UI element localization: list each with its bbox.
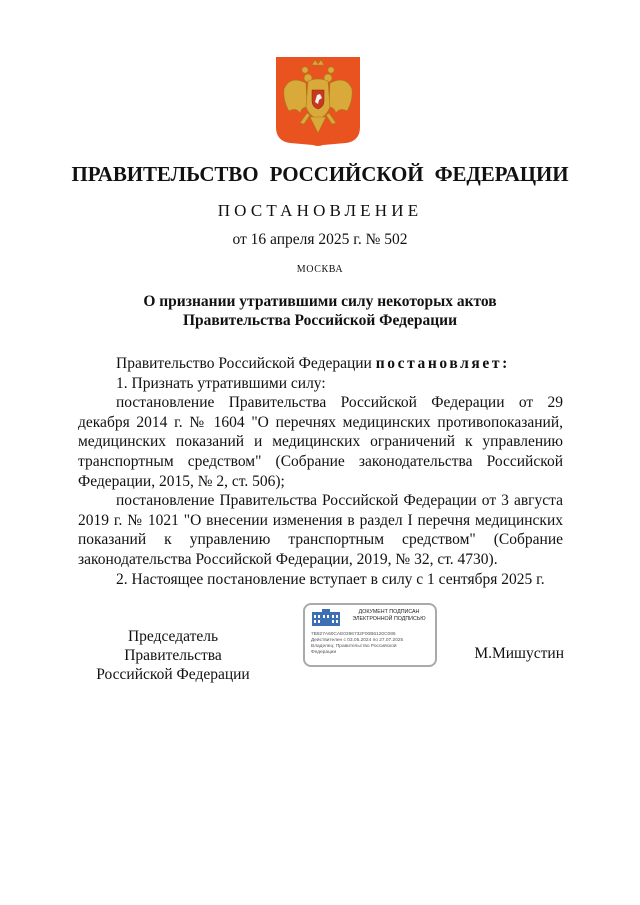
document-body xyxy=(78,354,563,589)
stamp-owner-line-1: Владелец: Правительство Российской xyxy=(311,644,397,649)
intro-text: Правительство Российской Федерации xyxy=(116,355,376,372)
stamp-title xyxy=(345,609,433,623)
subject-line-1: О признании утратившими силу некоторых актов xyxy=(143,293,497,310)
document-date-number: от 16 апреля 2025 г. № 502 xyxy=(232,231,408,248)
item-2: 2. Настоящее постановление вступает в силу с 1 сентября 2025 г. xyxy=(116,570,545,588)
signatory-position xyxy=(78,627,268,684)
repealed-act-2: постановление Правительства Российской Федерации от 3 августа 2019 г. № 1021 "О внесении изменения в раздел I перечня медицинских показаний к управлению транспортным средством" (Собрание законодательства Российской Федерации, 2019, № 32, ст. 4730). xyxy=(78,492,563,568)
repealed-act-1: постановление Правительства Российской Федерации от 29 декабря 2014 г. № 1604 "О перечнях медицинских противопоказаний, медицинских показаний и медицинских ограничений к управлению транспортным средством" (Собрание законодательства Российской Федерации, 2015, № 2, ст. 506); xyxy=(78,394,563,490)
document-subject xyxy=(100,292,540,330)
government-building-icon xyxy=(310,608,342,628)
signatory-position-line-2: Российской Федерации xyxy=(96,666,250,683)
document-city: МОСКВА xyxy=(296,264,344,275)
signatory-position-line-1: Председатель Правительства xyxy=(124,628,222,664)
government-title: ПРАВИТЕЛЬСТВО РОССИЙСКОЙ ФЕДЕРАЦИИ xyxy=(71,162,569,186)
stamp-owner-line-2: Федерации xyxy=(311,650,337,655)
intro-paragraph xyxy=(78,354,563,374)
stamp-title-line-1: ДОКУМЕНТ ПОДПИСАН xyxy=(358,609,420,615)
electronic-signature-stamp xyxy=(303,603,437,667)
russian-coat-of-arms-icon xyxy=(276,57,360,147)
stamp-validity: Действителен с 03.05.2024 по 27.07.2025 xyxy=(311,638,404,643)
stamp-details xyxy=(311,632,435,656)
stamp-title-line-2: ЭЛЕКТРОННОЙ ПОДПИСЬЮ xyxy=(352,616,426,622)
document-type: ПОСТАНОВЛЕНИЕ xyxy=(217,201,423,220)
signatory-name: М.Мишустин xyxy=(474,645,564,662)
item-1: 1. Признать утратившими силу: xyxy=(116,374,326,392)
stamp-serial: 7B827A60CAE0396732F00B6120C086 xyxy=(311,632,396,637)
resolves-word: постановляет: xyxy=(375,355,510,372)
subject-line-2: Правительства Российской Федерации xyxy=(182,312,458,329)
